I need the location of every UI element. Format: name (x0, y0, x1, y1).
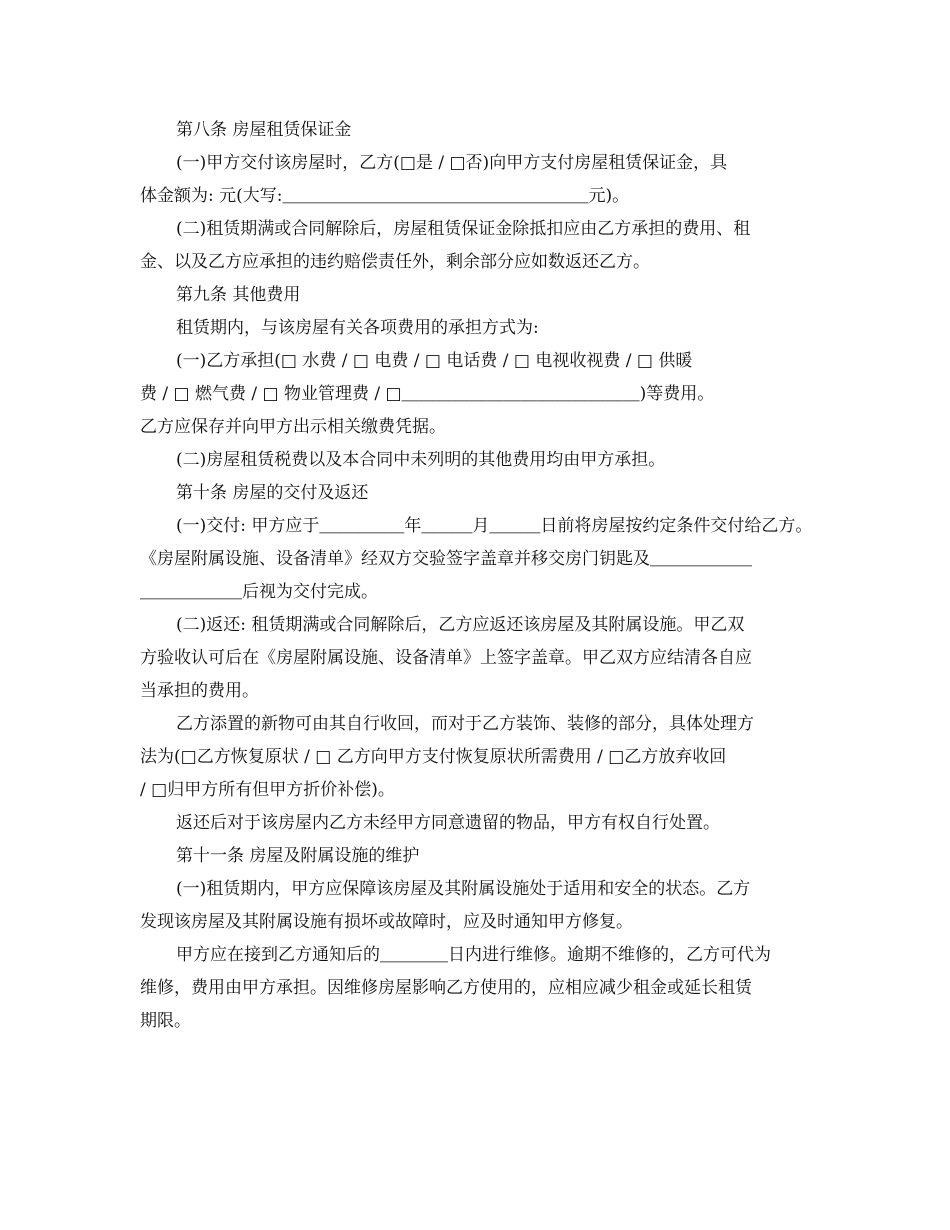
paragraph-line: 当承担的费用。 (140, 681, 259, 701)
contract-body (140, 114, 820, 1038)
paragraph-line: 乙方应保存并向甲方出示相关缴费凭据。 (140, 417, 446, 437)
paragraph-line: 返还后对于该房屋内乙方未经甲方同意遗留的物品，甲方有权自行处置。 (176, 813, 720, 833)
paragraph-line: 方验收认可后在《房屋附属设施、设备清单》上签字盖章。甲乙双方应结清各自应 (140, 648, 752, 668)
article-9-heading: 第九条 其他费用 (176, 285, 301, 305)
paragraph-line: 乙方添置的新物可由其自行收回，而对于乙方装饰、装修的部分，具体处理方 (176, 714, 754, 734)
paragraph-line: 《房屋附属设施、设备清单》经双方交验签字盖章并移交房门钥匙及＿＿＿＿＿＿ (140, 549, 752, 569)
paragraph-line: (二)租赁期满或合同解除后，房屋租赁保证金除抵扣应由乙方承担的费用、租 (176, 219, 751, 239)
paragraph-line: 发现该房屋及其附属设施有损坏或故障时，应及时通知甲方修复。 (140, 912, 633, 932)
paragraph-line: (一)乙方承担(□ 水费 / □ 电费 / □ 电话费 / □ 电视收视费 / □ 供暖 (176, 351, 693, 371)
paragraph-line: 费 / □ 燃气费 / □ 物业管理费 / □＿＿＿＿＿＿＿＿＿＿＿＿＿＿)等费用。 (140, 384, 715, 404)
article-11-heading: 第十一条 房屋及附属设施的维护 (176, 846, 420, 866)
paragraph-line: 租赁期内，与该房屋有关各项费用的承担方式为: (176, 318, 539, 338)
paragraph-line: 甲方应在接到乙方通知后的＿＿＿＿日内进行维修。逾期不维修的，乙方可代为 (176, 945, 771, 965)
paragraph-line: 法为(□乙方恢复原状 / □ 乙方向甲方支付恢复原状所需费用 / □乙方放弃收回 (140, 747, 727, 767)
paragraph-line: ＿＿＿＿＿＿后视为交付完成。 (140, 582, 378, 602)
paragraph-line: (一)甲方交付该房屋时，乙方(□是 / □否)向甲方支付房屋租赁保证金，具 (176, 153, 728, 173)
paragraph-line: 期限。 (140, 1011, 191, 1031)
paragraph-line: / □归甲方所有但甲方折价补偿)。 (140, 780, 395, 800)
paragraph-line: (二)房屋租赁税费以及本合同中未列明的其他费用均由甲方承担。 (176, 450, 666, 470)
paragraph-line: (二)返还: 租赁期满或合同解除后，乙方应返还该房屋及其附属设施。甲乙双 (176, 615, 745, 635)
paragraph-line: 体金额为: 元(大写:＿＿＿＿＿＿＿＿＿＿＿＿＿＿＿＿＿＿元)。 (140, 186, 630, 206)
paragraph-line: 维修，费用由甲方承担。因维修房屋影响乙方使用的，应相应减少租金或延长租赁 (140, 978, 752, 998)
article-8-heading: 第八条 房屋租赁保证金 (176, 120, 352, 140)
paragraph-line: (一)租赁期内，甲方应保障该房屋及其附属设施处于适用和安全的状态。乙方 (176, 879, 751, 899)
paragraph-line: 金、以及乙方应承担的违约赔偿责任外，剩余部分应如数返还乙方。 (140, 252, 650, 272)
paragraph-line: (一)交付: 甲方应于＿＿＿＿＿年＿＿＿月＿＿＿日前将房屋按约定条件交付给乙方。 (176, 516, 813, 536)
article-10-heading: 第十条 房屋的交付及返还 (176, 483, 369, 503)
